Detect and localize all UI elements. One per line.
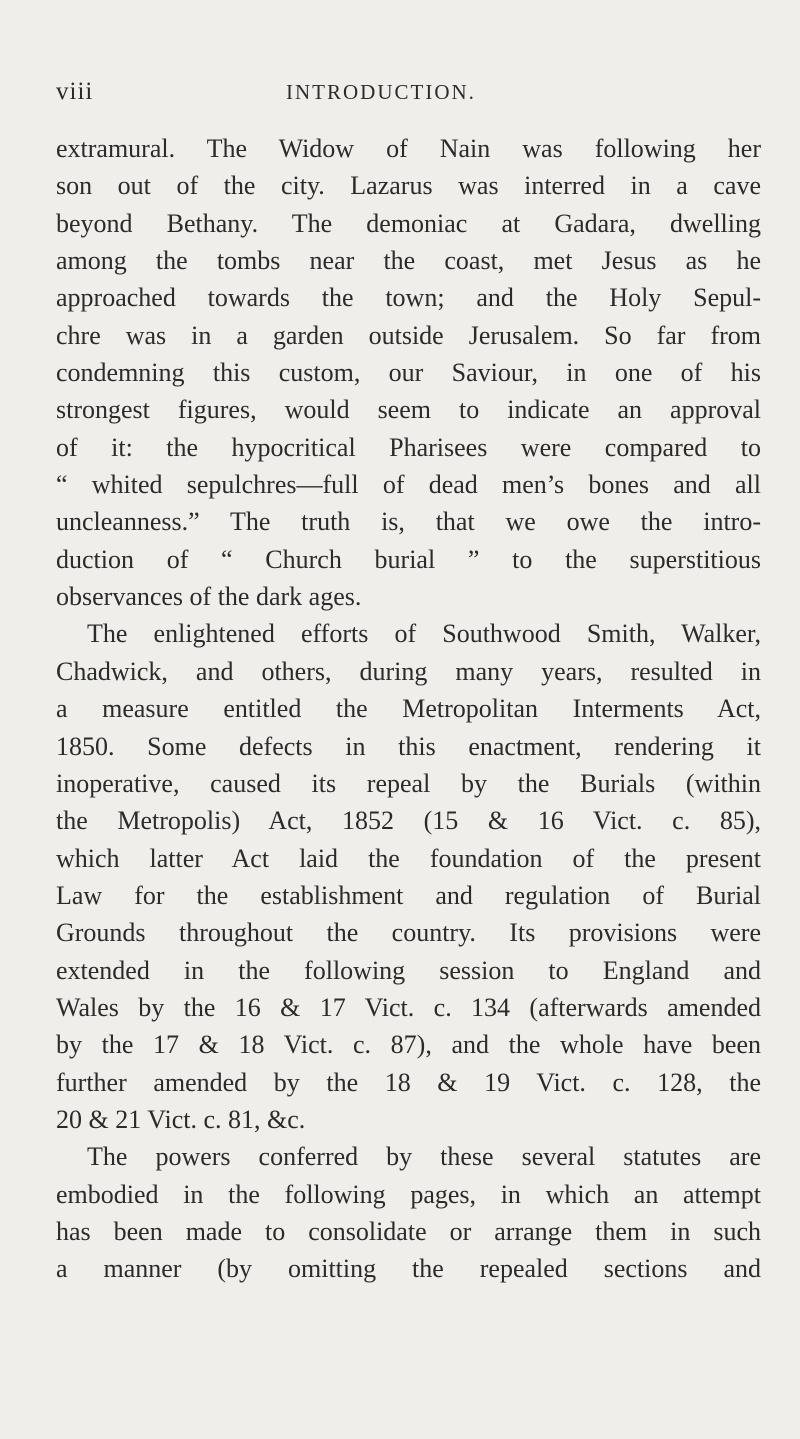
text-line: further amended by the 18 & 19 Vict. c. 128, the: [56, 1067, 761, 1097]
text-line: beyond Bethany. The demoniac at Gadara, dwelling: [56, 208, 761, 238]
text-line: The enlightened efforts of Southwood Smith, Walker,: [87, 619, 761, 649]
text-line: Wales by the 16 & 17 Vict. c. 134 (afterwards amended: [56, 992, 761, 1022]
page-header: [56, 78, 744, 114]
text-line: The powers conferred by these several statutes are: [87, 1142, 761, 1172]
text-line: has been made to consolidate or arrange them in such: [56, 1216, 761, 1246]
text-line: extended in the following session to England and: [56, 955, 761, 985]
text-line: chre was in a garden outside Jerusalem. So far from: [56, 320, 761, 350]
text-line: among the tombs near the coast, met Jesus as he: [56, 246, 761, 276]
text-line: observances of the dark ages.: [56, 582, 362, 612]
text-line: by the 17 & 18 Vict. c. 87), and the whole have been: [56, 1030, 761, 1060]
text-line: a manner (by omitting the repealed sections and: [56, 1254, 761, 1284]
text-line: inoperative, caused its repeal by the Burials (within: [56, 768, 761, 798]
text-line: approached towards the town; and the Holy Sepul-: [56, 283, 761, 313]
text-line: “ whited sepulchres—full of dead men’s bones and all: [56, 470, 761, 500]
text-line: duction of “ Church burial ” to the superstitious: [56, 544, 761, 574]
text-line: strongest figures, would seem to indicate an approval: [56, 395, 761, 425]
text-line: uncleanness.” The truth is, that we owe the intro-: [56, 507, 761, 537]
text-line: which latter Act laid the foundation of the present: [56, 843, 761, 873]
text-line: a measure entitled the Metropolitan Interments Act,: [56, 694, 761, 724]
text-line: 20 & 21 Vict. c. 81, &c.: [56, 1104, 306, 1134]
text-line: son out of the city. Lazarus was interred in a cave: [56, 171, 761, 201]
text-line: embodied in the following pages, in which an attempt: [56, 1179, 761, 1209]
page-number: viii: [56, 78, 94, 105]
text-line: extramural. The Widow of Nain was following her: [56, 134, 761, 163]
text-line: condemning this custom, our Saviour, in one of his: [56, 358, 761, 388]
text-line: Grounds throughout the country. Its provisions were: [56, 918, 761, 948]
body-text: [56, 130, 761, 1288]
text-line: the Metropolis) Act, 1852 (15 & 16 Vict. c. 85),: [56, 806, 761, 836]
text-line: Chadwick, and others, during many years, resulted in: [56, 656, 761, 686]
text-line: Law for the establishment and regulation of Burial: [56, 880, 761, 910]
text-line: 1850. Some defects in this enactment, rendering it: [56, 731, 761, 761]
text-line: of it: the hypocritical Pharisees were compared to: [56, 432, 761, 462]
running-head: INTRODUCTION.: [286, 80, 476, 104]
